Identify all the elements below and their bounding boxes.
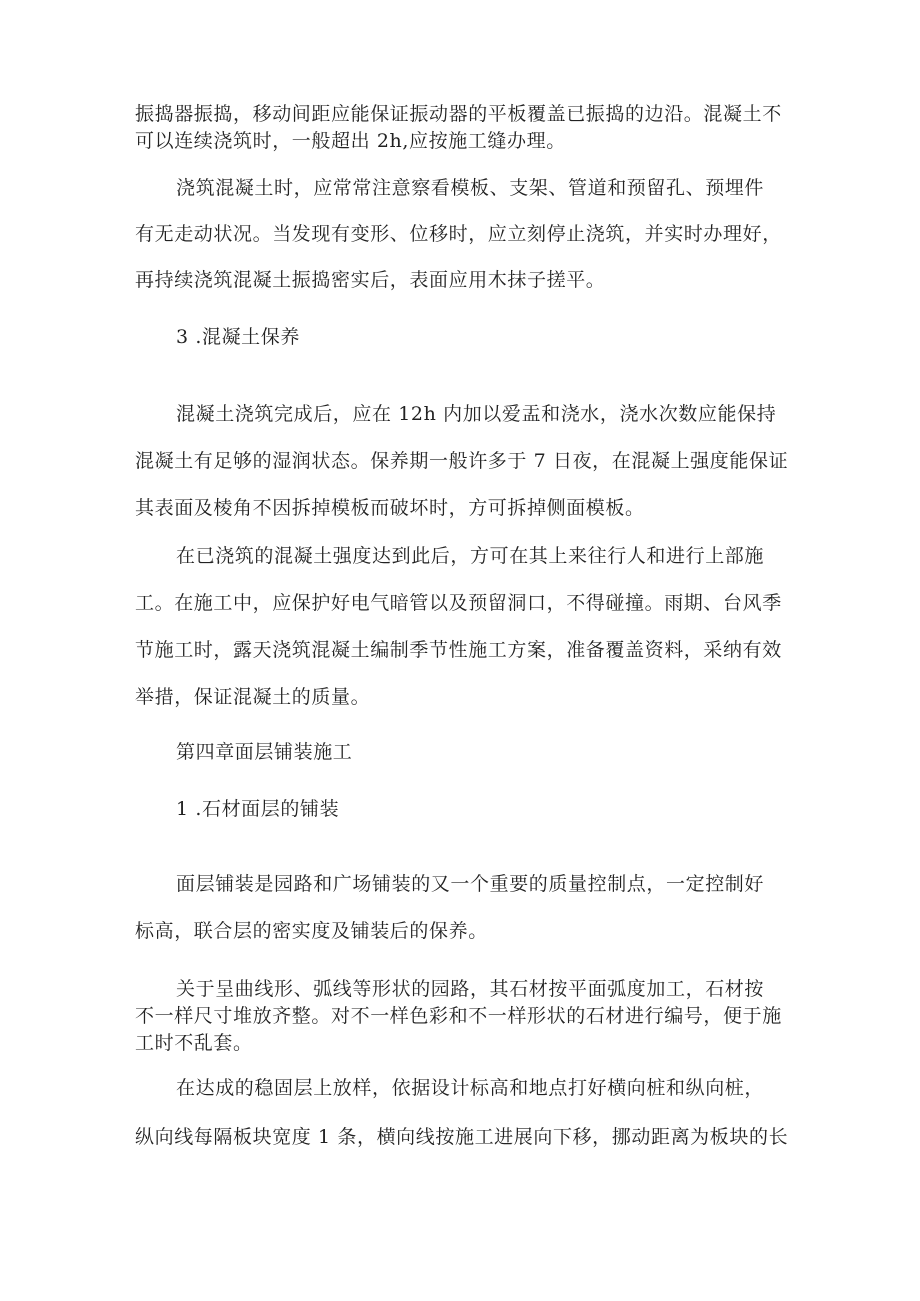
text-line: 在达成的稳固层上放样，依据设计标高和地点打好横向桩和纵向桩， — [176, 1077, 765, 1099]
text-line: 关于呈曲线形、弧线等形状的园路，其石材按平面弧度加工，石材按 — [176, 978, 765, 1000]
section-heading: 3 .混凝土保养 — [176, 326, 300, 348]
text-line: 可以连续浇筑时，一般超出 2h,应按施工缝办理。 — [135, 130, 566, 152]
text-line: 有无走动状况。当发现有变形、位移时，应立刻停止浇筑，并实时办理好， — [135, 223, 782, 245]
text-line: 混凝土浇筑完成后，应在 12h 内加以爱盂和浇水，浇水次数应能保持 — [176, 403, 777, 425]
section-heading: 1 .石材面层的铺装 — [176, 798, 340, 820]
text-line: 混凝土有足够的湿润状态。保养期一般许多于 7 日夜，在混凝上强度能保证 — [135, 450, 789, 472]
text-line: 再持续浇筑混凝土振捣密实后，表面应用木抹子搓平。 — [135, 269, 606, 291]
text-line: 其表面及棱角不因拆掉模板而破坏时，方可拆掉侧面模板。 — [135, 497, 645, 519]
chapter-heading: 第四章面层铺装施工 — [176, 741, 353, 763]
text-line: 振捣器振捣，移动间距应能保证振动器的平板覆盖已振捣的边沿。混凝土不 — [135, 103, 782, 125]
text-line: 举措，保证混凝土的质量。 — [135, 686, 371, 708]
text-line: 在已浇筑的混凝土强度达到此后，方可在其上来往行人和进行上部施 — [176, 545, 765, 567]
text-line: 标高，联合层的密实度及铺装后的保养。 — [135, 920, 488, 942]
text-line: 不一样尺寸堆放齐整。对不一样色彩和不一样形状的石材进行编号，便于施 — [135, 1005, 782, 1027]
text-line: 浇筑混凝土时，应常常注意察看模板、支架、管道和预留孔、预埋件 — [176, 177, 765, 199]
text-line: 工。在施工中，应保护好电气暗管以及预留洞口，不得碰撞。雨期、台风季 — [135, 592, 782, 614]
text-line: 节施工时，露天浇筑混凝土编制季节性施工方案，准备覆盖资料，采纳有效 — [135, 639, 782, 661]
text-line: 工时不乱套。 — [135, 1032, 253, 1054]
text-line: 纵向线每隔板块宽度 1 条，横向线按施工进展向下移，挪动距离为板块的长 — [135, 1126, 789, 1148]
text-line: 面层铺装是园路和广场铺装的又一个重要的质量控制点，一定控制好 — [176, 873, 765, 895]
